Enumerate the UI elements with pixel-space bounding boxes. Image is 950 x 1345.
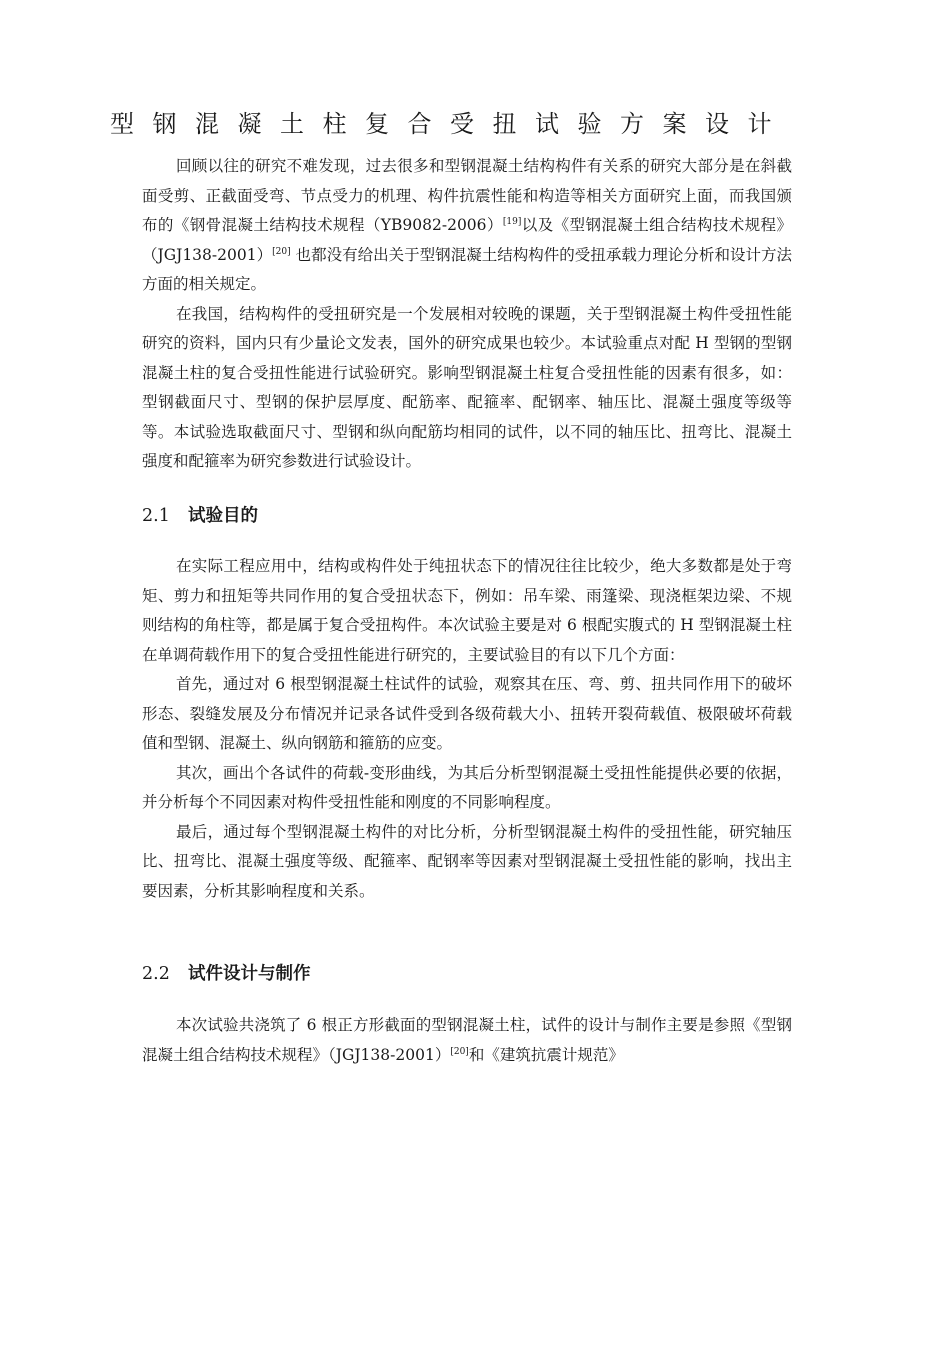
section-2-1-paragraph-4: 最后，通过每个型钢混凝土构件的对比分析，分析型钢混凝土构件的受扭性能，研究轴压比、扭弯比、混凝土强度等级、配箍率、配钢率等因素对型钢混凝土受扭性能的影响，找出主要因素，分析其影响程度和关系。 [142,822,792,900]
citation-20: [20] [450,1046,469,1057]
citation-19: [19] [502,217,522,227]
section-heading-2-2 [142,960,311,985]
section-heading-2-1 [142,502,258,527]
section-number: 2.1 [142,506,170,526]
section-2-1-paragraph-3: 其次，画出个各试件的荷载-变形曲线，为其后分析型钢混凝土受扭性能提供必要的依据，并分析每个不同因素对构件受扭性能和刚度的不同影响程度。 [142,763,792,811]
section-2-2-paragraph-1 [142,1011,792,1070]
section-2-1-paragraph-1: 在实际工程应用中，结构或构件处于纯扭状态下的情况往往比较少，绝大多数都是处于弯矩、剪力和扭矩等共同作用的复合受扭状态下，例如：吊车梁、雨篷梁、现浇框架边梁、不规则结构的角柱等，都是属于复合受扭构件。本次试验主要是对 6 根配实腹式的 H 型钢混凝土柱在单调荷载作用下的复合受扭性能进行研究的，主要试验目的有以下几个方面： [142,557,792,664]
intro-paragraph-2: 在我国，结构构件的受扭研究是一个发展相对较晚的课题，关于型钢混凝土构件受扭性能研究的资料，国内只有少量论文发表，国外的研究成果也较少。本试验重点对配 H 型钢的型钢混凝土柱的复合受扭性能进行试验研究。影响型钢混凝土柱复合受扭性能的因素有很多，如：型钢截面尺寸、型钢的保护层厚度、配筋率、配箍率、配钢率、轴压比、混凝土强度等级等等。本试验选取截面尺寸、型钢和纵向配筋均相同的试件，以不同的轴压比、扭弯比、混凝土强度和配箍率为研究参数进行试验设计。 [142,304,792,470]
citation-20: [20] [272,246,291,257]
intro-paragraph-1-text-c: 也都没有给出关于型钢混凝土结构构件的受扭承载力理论分析和设计方法方面的相关规定。 [142,245,792,293]
section-title: 试验目的 [188,506,258,526]
intro-paragraph-1-text-b: 以及《型钢混凝土组合结构技术规程》（JGJ138-2001） [142,216,792,264]
section-2-2-paragraph-1-text-a: 本次试验共浇筑了 6 根正方形截面的型钢混凝土柱，试件的设计与制作主要是参照《型钢混凝土组合结构技术规程》（JGJ138-2001） [142,1016,792,1064]
page-title: 型钢混凝土柱复合受扭试验方案设计 [110,110,790,138]
section-2-1-body [142,552,792,906]
section-2-2-paragraph-1-text-b: 和《建筑抗震计规范》 [468,1045,624,1064]
section-title: 试件设计与制作 [188,964,311,984]
section-number: 2.2 [142,964,170,984]
section-2-2-body [142,1011,792,1070]
intro-section [142,152,792,477]
section-2-1-paragraph-2: 首先，通过对 6 根型钢混凝土柱试件的试验，观察其在压、弯、剪、扭共同作用下的破坏形态、裂缝发展及分布情况并记录各试件受到各级荷载大小、扭转开裂荷载值、极限破坏荷载值和型钢、混凝土、纵向钢筋和箍筋的应变。 [142,675,792,752]
intro-paragraph-1-text-a: 回顾以往的研究不难发现，过去很多和型钢混凝土结构构件有关系的研究大部分是在斜截面受剪、正截面受弯、节点受力的机理、构件抗震性能和构造等相关方面研究上面，而我国颁布的《钢骨混凝土结构技术规程（YB9082-2006） [142,157,792,234]
intro-paragraph-1 [142,152,792,300]
